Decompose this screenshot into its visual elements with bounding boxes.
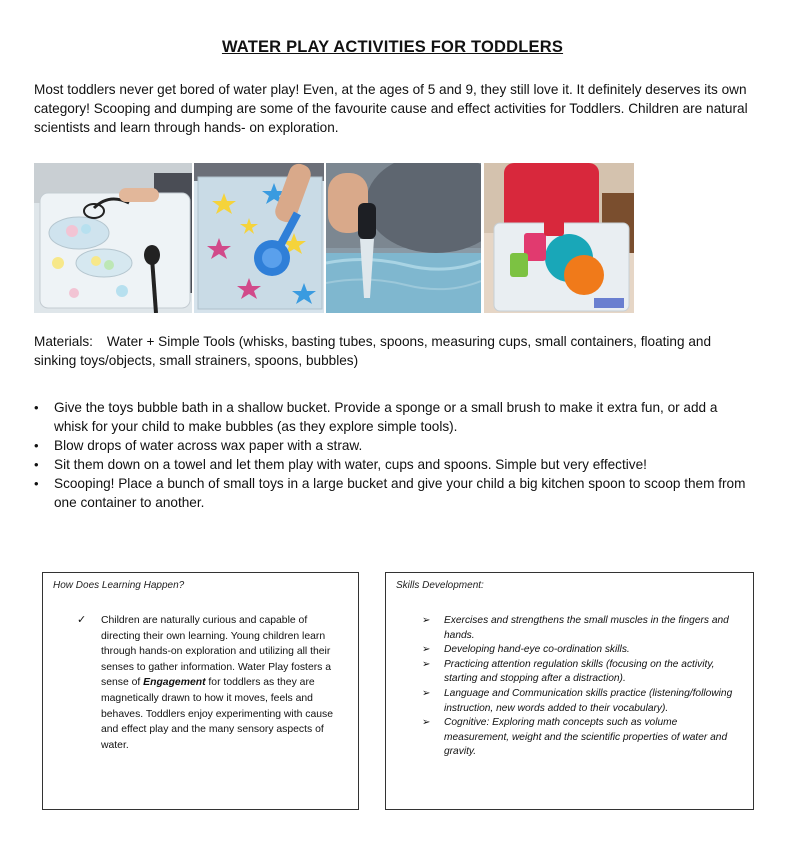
list-item: ➢ Cognitive: Exploring math concepts such as volume measurement, weight and the scientific properties of water and gravity.: [422, 717, 728, 758]
arrow-bullet-icon: ➢: [422, 615, 431, 626]
list-item: • Blow drops of water across wax paper with a straw.: [34, 436, 754, 455]
skills-list: [422, 614, 744, 760]
list-item: ➢ Exercises and strengthens the small muscles in the fingers and hands.: [422, 615, 729, 641]
intro-paragraph: Most toddlers never get bored of water play! Even, at the ages of 5 and 9, they still love it. It definitely deserves its own category! Scooping and dumping are some of the favourite cause and effect activities for Toddlers. Children are natural scientists and learn through hands- on exploration.: [34, 82, 748, 135]
photo-stars-scoop: [194, 163, 324, 313]
photo-strip: [34, 163, 634, 313]
arrow-bullet-icon: ➢: [422, 687, 431, 699]
list-item: • Give the toys bubble bath in a shallow bucket. Provide a sponge or a small brush to make it extra fun, or add a whisk for your child to make bubbles (as they explore simple tools).: [34, 398, 754, 436]
arrow-bullet-icon: ➢: [422, 644, 431, 656]
materials-label: Materials:: [34, 334, 93, 349]
materials-text: Water + Simple Tools (whisks, basting tubes, spoons, measuring cups, small containers, floating and sinking toys/objects, small strainers, spoons, bubbles): [34, 334, 712, 368]
list-item: • Sit them down on a towel and let them play with water, cups and spoons. Simple but very effective!: [34, 455, 754, 474]
page-title: WATER PLAY ACTIVITIES FOR TODDLERS: [221, 38, 564, 56]
learning-box: [42, 572, 359, 810]
list-item: ➢ Practicing attention regulation skills (focusing on the activity, starting and stopping after a distraction).: [422, 658, 715, 685]
materials-paragraph: [34, 332, 749, 370]
arrow-bullet-icon: ➢: [422, 717, 431, 729]
learning-text-before: Children are naturally curious and capable of directing their own learning. Young children learn through hands-on exploration and utilizing all their senses to gather information. Water Play fosters a sense of: [101, 615, 332, 689]
photo-eggs-whisk: [34, 163, 192, 313]
photo-baster: [326, 163, 481, 313]
arrow-bullet-icon: ➢: [422, 658, 431, 670]
learning-emphasis: Engagement: [143, 677, 206, 689]
skills-box-title: Skills Development:: [396, 580, 484, 591]
list-item: ➢ Language and Communication skills practice (listening/following instruction, new words added to their vocabulary).: [422, 687, 733, 714]
list-item: • Scooping! Place a bunch of small toys in a large bucket and give your child a big kitchen spoon to scoop them from one container to another.: [34, 474, 754, 512]
activity-list: [34, 398, 754, 512]
list-item: ➢ Developing hand-eye co-ordination skills.: [422, 643, 744, 658]
learning-text-after: for toddlers as they are magnetically drawn to how it moves, feels and behaves. Toddlers enjoy experimenting with cause and effect play and the many sensory aspects of water.: [101, 677, 334, 751]
learning-box-title: How Does Learning Happen?: [53, 580, 185, 591]
check-icon: ✓: [77, 614, 87, 626]
list-item: [77, 613, 345, 753]
skills-box: [385, 572, 754, 810]
learning-list: [77, 613, 345, 753]
photo-cups-plates: [484, 163, 634, 313]
